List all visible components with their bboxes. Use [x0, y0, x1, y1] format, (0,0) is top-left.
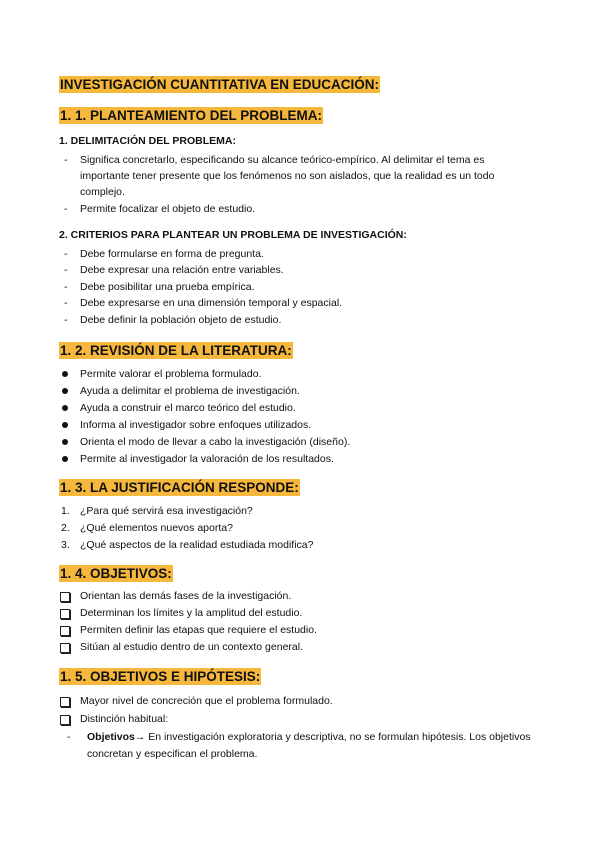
- objetivos-label: Objetivos: [87, 731, 135, 743]
- section-heading-revision: 1. 2. REVISIÓN DE LA LITERATURA:: [60, 343, 292, 358]
- section-heading-objetivos-hipotesis: 1. 5. OBJETIVOS E HIPÓTESIS:: [60, 669, 261, 684]
- arrow-icon: →: [134, 731, 146, 743]
- section-heading-planteamiento: 1. 1. PLANTEAMIENTO DEL PROBLEMA:: [60, 108, 323, 123]
- list-item: Debe definir la población objeto de estudio.: [80, 314, 282, 326]
- list-item: Ayuda a construir el marco teórico del estudio.: [80, 402, 296, 414]
- list-item: Determinan los límites y la amplitud del estudio.: [80, 607, 303, 619]
- bullet-dot: [62, 439, 68, 445]
- list-item: Debe expresarse en una dimensión temporal y espacial.: [80, 297, 343, 309]
- checkbox-bullet: [60, 626, 70, 636]
- bullet-dot: [62, 388, 68, 394]
- list-item: ¿Qué elementos nuevos aporta?: [80, 522, 233, 534]
- checkbox-bullet: [60, 715, 70, 725]
- list-number: 1.: [61, 505, 70, 517]
- dash-bullet: -: [64, 203, 68, 215]
- dash-bullet: -: [64, 314, 68, 326]
- dash-bullet: -: [67, 731, 71, 743]
- list-item: Informa al investigador sobre enfoques utilizados.: [80, 419, 312, 431]
- list-item: Ayuda a delimitar el problema de investigación.: [80, 385, 300, 397]
- dash-bullet: -: [64, 281, 68, 293]
- bullet-dot: [62, 405, 68, 411]
- bullet-dot: [62, 371, 68, 377]
- list-item: Permite valorar el problema formulado.: [80, 368, 262, 380]
- list-item-continuation: importante tener presente que los fenómenos no son aislados, que la realidad es un todo: [80, 170, 495, 182]
- checkbox-bullet: [60, 697, 70, 707]
- list-item-continuation: complejo.: [80, 186, 125, 198]
- checkbox-bullet: [60, 592, 70, 602]
- bullet-dot: [62, 456, 68, 462]
- objetivos-text: En investigación exploratoria y descriptiva, no se formulan hipótesis. Los objetivos: [145, 731, 531, 743]
- subheading-delimitacion: 1. DELIMITACIÓN DEL PROBLEMA:: [59, 135, 236, 147]
- list-item: Significa concretarlo, especificando su alcance teórico-empírico. Al delimitar el tema es: [80, 154, 485, 166]
- list-item: Debe expresar una relación entre variables.: [80, 264, 284, 276]
- document-title: INVESTIGACIÓN CUANTITATIVA EN EDUCACIÓN:: [60, 77, 379, 92]
- list-number: 3.: [61, 539, 70, 551]
- list-item-objetivos: [87, 730, 531, 744]
- dash-bullet: -: [64, 297, 68, 309]
- list-item-continuation: concretan y especifican el problema.: [87, 748, 258, 760]
- list-item: Orienta el modo de llevar a cabo la investigación (diseño).: [80, 436, 351, 448]
- list-item: Permite al investigador la valoración de los resultados.: [80, 453, 334, 465]
- dash-bullet: -: [64, 264, 68, 276]
- dash-bullet: -: [64, 248, 68, 260]
- dash-bullet: -: [64, 154, 68, 166]
- bullet-dot: [62, 422, 68, 428]
- list-item: Permite focalizar el objeto de estudio.: [80, 203, 256, 215]
- list-item: Debe formularse en forma de pregunta.: [80, 248, 264, 260]
- checkbox-bullet: [60, 609, 70, 619]
- checkbox-bullet: [60, 643, 70, 653]
- list-item: Orientan las demás fases de la investigación.: [80, 590, 292, 602]
- section-heading-justificacion: 1. 3. LA JUSTIFICACIÓN RESPONDE:: [60, 480, 299, 495]
- list-item: Permiten definir las etapas que requiere el estudio.: [80, 624, 317, 636]
- list-item: ¿Para qué servirá esa investigación?: [80, 505, 253, 517]
- list-number: 2.: [61, 522, 70, 534]
- subheading-criterios: 2. CRITERIOS PARA PLANTEAR UN PROBLEMA DE INVESTIGACIÓN:: [59, 229, 407, 241]
- list-item: Distinción habitual:: [80, 713, 169, 725]
- list-item: ¿Qué aspectos de la realidad estudiada modifica?: [80, 539, 314, 551]
- list-item: Sitúan al estudio dentro de un contexto general.: [80, 641, 303, 653]
- list-item: Mayor nivel de concreción que el problema formulado.: [80, 695, 333, 707]
- list-item: Debe posibilitar una prueba empírica.: [80, 281, 255, 293]
- section-heading-objetivos: 1. 4. OBJETIVOS:: [60, 566, 172, 581]
